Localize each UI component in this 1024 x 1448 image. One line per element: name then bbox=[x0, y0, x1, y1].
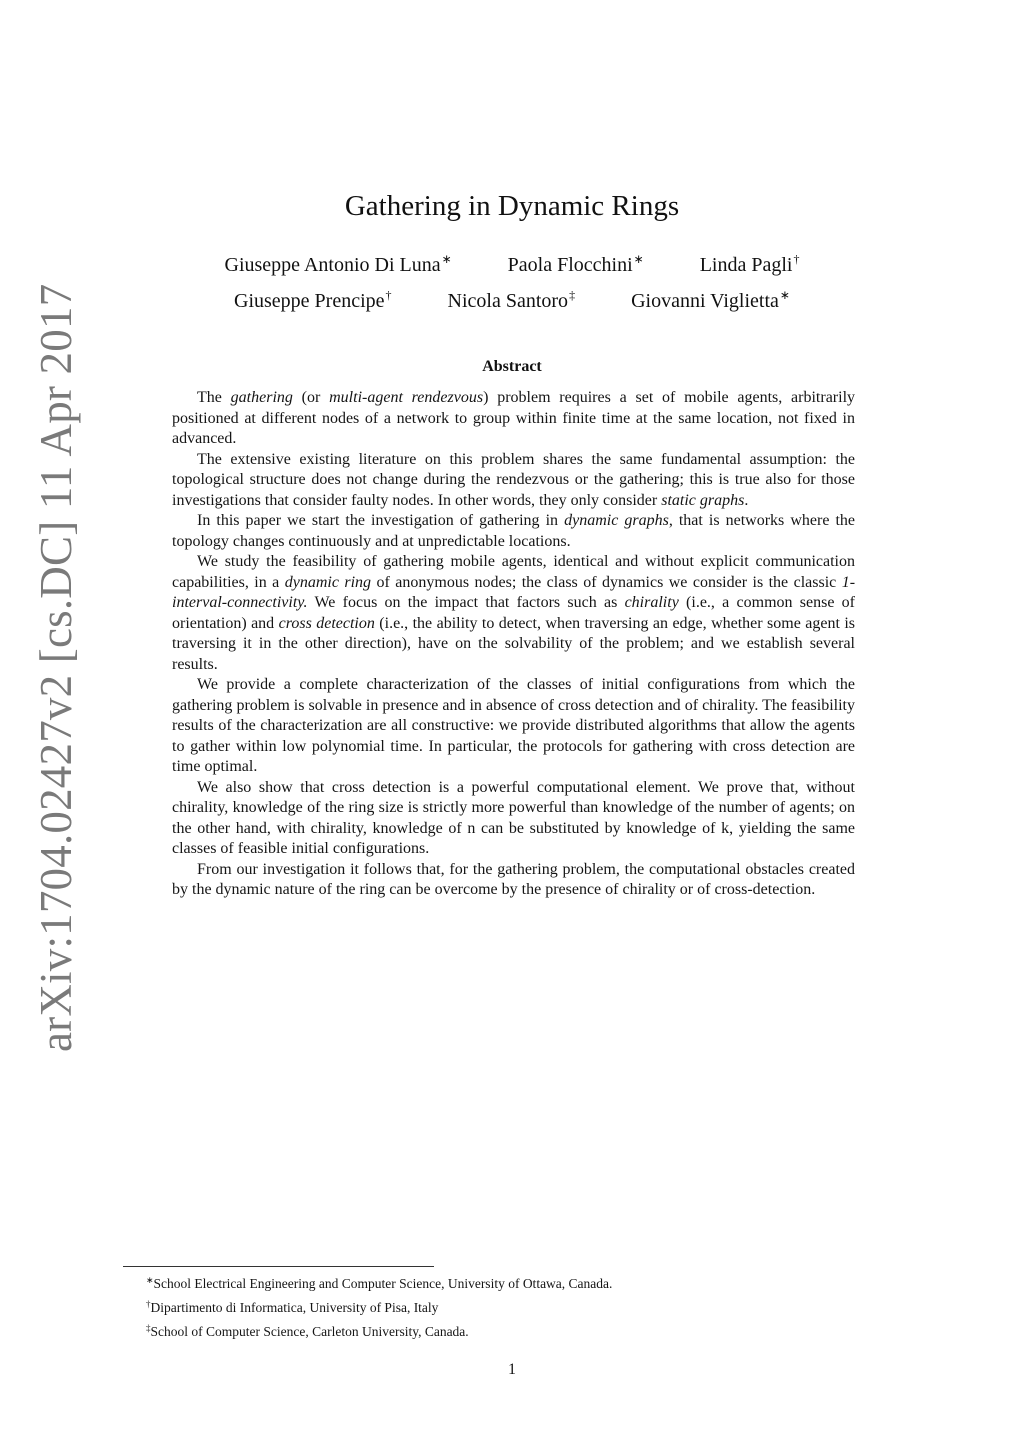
author-row-2 bbox=[0, 288, 1024, 313]
abstract-paragraph: We also show that cross detection is a powerful computational element. We prove that, without chirality, knowledge of the ring size is strictly more powerful than knowledge of the number of agents; on the other hand, with chirality, knowledge of n can be substituted by knowledge of k, yielding the same classes of feasible initial configurations. bbox=[172, 778, 855, 857]
abstract-paragraph: From our investigation it follows that, for the gathering problem, the computational obstacles created by the dynamic nature of the ring can be overcome by the presence of chirality or of cross-detection. bbox=[172, 860, 855, 898]
author-santoro: Nicola Santoro‡ bbox=[447, 288, 576, 312]
arxiv-identifier-stamp: arXiv:1704.02427v2 [cs.DC] 11 Apr 2017 bbox=[31, 283, 81, 1052]
author-viglietta: Giovanni Viglietta∗ bbox=[631, 288, 790, 312]
abstract-paragraph: We provide a complete characterization of the classes of initial configurations from which the gathering problem is solvable in presence and in absence of cross detection and of chirality. The feasibility results of the characterization are all constructive: we provide distributed algorithms that allow the agents to gather within low polynomial time. In particular, the protocols for gathering with cross detection are time optimal. bbox=[172, 676, 855, 775]
author-pagli: Linda Pagli† bbox=[699, 252, 800, 276]
footnote-carleton: ‡School of Computer Science, Carleton University, Canada. bbox=[146, 1323, 469, 1339]
footnotes bbox=[146, 1270, 866, 1342]
footnote-ottawa: ∗School Electrical Engineering and Computer Science, University of Ottawa, Canada. bbox=[146, 1275, 613, 1291]
abstract-paragraph: In this paper we start the investigation of gathering in dynamic graphs, that is networks where the topology changes continuously and at unpredictable locations. bbox=[172, 512, 856, 550]
author-prencipe: Giuseppe Prencipe† bbox=[234, 288, 392, 312]
abstract-heading: Abstract bbox=[482, 358, 542, 375]
abstract-paragraph: We study the feasibility of gathering mobile agents, identical and without explicit communication capabilities, in a dynamic ring of anonymous nodes; the class of dynamics we consider is the classic 1-interval-connectivity. We focus on the impact that factors such as chirality (i.e., a common sense of orientation) and cross detection (i.e., the ability to detect, when traversing an edge, whether some agent is traversing it in the other direction), have on the solvability of the problem; and we establish several results. bbox=[172, 553, 856, 673]
abstract-body bbox=[172, 388, 855, 901]
author-di-luna: Giuseppe Antonio Di Luna∗ bbox=[224, 252, 452, 276]
author-row-1 bbox=[0, 252, 1024, 277]
author-flocchini: Paola Flocchini∗ bbox=[507, 252, 644, 276]
footnote-divider bbox=[123, 1266, 434, 1267]
footnote-pisa: †Dipartimento di Informatica, University of Pisa, Italy bbox=[146, 1299, 439, 1315]
abstract-paragraph: The gathering (or multi-agent rendezvous) problem requires a set of mobile agents, arbitrarily positioned at different nodes of a network to group within finite time at the same location, not fixed in advanced. bbox=[172, 389, 856, 447]
abstract-paragraph: The extensive existing literature on this problem shares the same fundamental assumption: the topological structure does not change during the rendezvous or the gathering; this is true also for those investigations that consider faulty nodes. In other words, they only consider static graphs. bbox=[172, 450, 855, 509]
paper-title: Gathering in Dynamic Rings bbox=[344, 190, 680, 222]
page-number: 1 bbox=[508, 1361, 516, 1378]
